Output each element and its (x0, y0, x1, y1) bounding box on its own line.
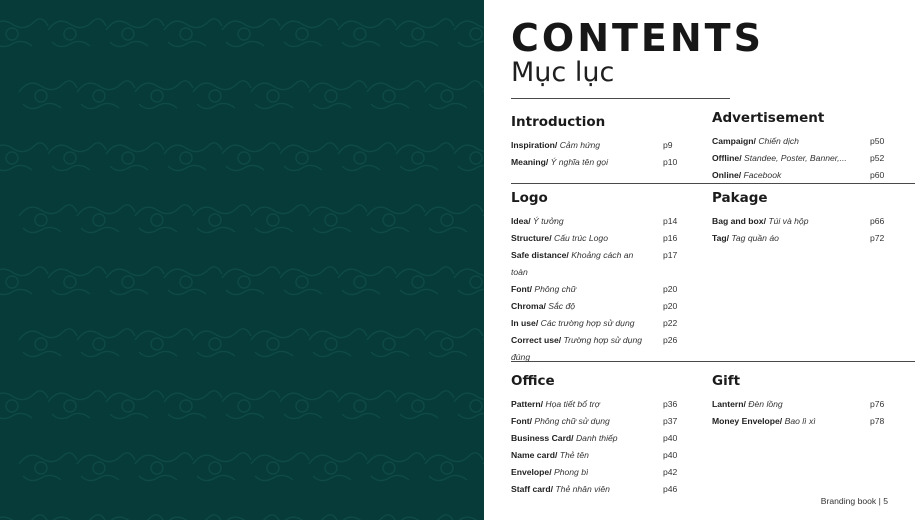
entry-title: Inspiration/ (511, 140, 558, 150)
pattern-motif (338, 391, 396, 419)
entry-title: Idea/ (511, 216, 531, 226)
entry-page-number: p60 (870, 170, 885, 180)
pattern-motif (338, 19, 396, 47)
entry-title: Online/ (712, 170, 742, 180)
pattern-motif (396, 515, 454, 520)
entry-title: Structure/ (511, 233, 552, 243)
entry-subtitle: Đèn lồng (748, 399, 783, 409)
pattern-motif (222, 391, 280, 419)
pattern-motif (135, 205, 193, 233)
entry-subtitle: Facebook (743, 170, 782, 180)
entry-title: Meaning/ (511, 157, 549, 167)
pattern-motif (367, 453, 425, 481)
pattern-motif (280, 267, 338, 295)
entry-page-number: p22 (663, 318, 678, 328)
entry-title: Tag/ (712, 233, 730, 243)
pattern-motif (338, 267, 396, 295)
pattern-motif (164, 19, 222, 47)
toc-entry[interactable] (511, 154, 681, 171)
entry-subtitle: Các trường hợp sử dụng (540, 318, 635, 328)
toc-entry[interactable] (511, 230, 681, 247)
section-advertisement (712, 109, 888, 184)
pattern-motif (425, 329, 483, 357)
entry-page-number: p42 (663, 467, 678, 477)
entry-title: Font/ (511, 284, 532, 294)
entry-page-number: p14 (663, 216, 678, 226)
pattern-motif (251, 205, 309, 233)
entry-page-number: p78 (870, 416, 885, 426)
pattern-motif (193, 205, 251, 233)
entry-subtitle: Trường hợp sử dụng đúng (511, 335, 642, 362)
pattern-motif (454, 19, 484, 47)
section-introduction (511, 113, 681, 171)
entry-subtitle: Cấu trúc Logo (553, 233, 608, 243)
pattern-motif (396, 391, 454, 419)
entry-page-number: p76 (870, 399, 885, 409)
section-pakage (712, 189, 888, 247)
section-heading: Office (511, 373, 555, 389)
pattern-motif (19, 205, 77, 233)
pattern-motif (454, 143, 484, 171)
entry-title: Money Envelope/ (712, 416, 783, 426)
toc-entry[interactable] (511, 413, 681, 430)
section-heading: Pakage (712, 190, 768, 206)
toc-entry[interactable] (712, 396, 888, 413)
entry-page-number: p10 (663, 157, 678, 167)
pattern-motif (222, 515, 280, 520)
entry-subtitle: Thẻ nhân viên (555, 484, 610, 494)
pattern-motif (48, 267, 106, 295)
entry-subtitle: Ý nghĩa tên gọi (550, 157, 608, 167)
entry-subtitle: Túi và hộp (768, 216, 809, 226)
toc-entry[interactable] (511, 430, 681, 447)
pattern-motif (396, 143, 454, 171)
pattern-motif (251, 81, 309, 109)
entry-title: Envelope/ (511, 467, 552, 477)
entry-subtitle: Danh thiếp (575, 433, 618, 443)
section-gift (712, 372, 888, 430)
entry-page-number: p20 (663, 284, 678, 294)
entry-page-number: p66 (870, 216, 885, 226)
pattern-motif (164, 515, 222, 520)
pattern-motif (193, 81, 251, 109)
entry-page-number: p17 (663, 250, 678, 260)
entry-subtitle: Phông chữ sử dụng (534, 416, 610, 426)
entry-page-number: p46 (663, 484, 678, 494)
pattern-motif (280, 515, 338, 520)
entry-page-number: p40 (663, 450, 678, 460)
pattern-motif (106, 391, 164, 419)
footer-page-label: Branding book | 5 (820, 496, 888, 506)
entry-subtitle: Khoảng cách an toàn (511, 250, 634, 277)
toc-entry[interactable] (712, 150, 888, 167)
entry-subtitle: Chiến dịch (758, 136, 799, 146)
pattern-motif (338, 143, 396, 171)
entry-title: Font/ (511, 416, 532, 426)
entry-title: Lantern/ (712, 399, 746, 409)
section-heading: Gift (712, 373, 741, 389)
entry-subtitle: Cảm hứng (559, 140, 601, 150)
pattern-motif (222, 19, 280, 47)
pattern-motif (222, 267, 280, 295)
toc-entry[interactable] (511, 213, 681, 230)
entry-page-number: p36 (663, 399, 678, 409)
pattern-motif (309, 453, 367, 481)
pattern-motif (251, 329, 309, 357)
pattern-motif (77, 453, 135, 481)
pattern-motif (222, 143, 280, 171)
entry-title: Offline/ (712, 153, 742, 163)
pattern-motif (48, 143, 106, 171)
pattern-motif (454, 515, 484, 520)
pattern-motif (280, 391, 338, 419)
entry-title: Name card/ (511, 450, 558, 460)
title-divider (511, 98, 730, 99)
pattern-motif (0, 143, 48, 171)
entry-subtitle: Phông chữ (534, 284, 577, 294)
pattern-motif (367, 205, 425, 233)
entry-title: Correct use/ (511, 335, 562, 345)
entry-subtitle: Standee, Poster, Banner,... (744, 153, 847, 163)
pattern-motif (106, 19, 164, 47)
pattern-motif (164, 143, 222, 171)
toc-entry[interactable] (511, 332, 681, 366)
pattern-motif (425, 81, 483, 109)
entry-page-number: p40 (663, 433, 678, 443)
pattern-motif (106, 143, 164, 171)
toc-entry[interactable] (712, 133, 888, 150)
entry-page-number: p37 (663, 416, 678, 426)
entry-subtitle: Ý tưởng (532, 216, 564, 226)
page-title: CONTENTS (511, 16, 764, 60)
pattern-motif (164, 391, 222, 419)
entry-subtitle: Sắc độ (548, 301, 576, 311)
pattern-motif (280, 19, 338, 47)
entry-title: In use/ (511, 318, 539, 328)
toc-entry[interactable] (511, 137, 681, 154)
pattern-motif (396, 267, 454, 295)
pattern-motif (309, 205, 367, 233)
page-subtitle: Mục lục (511, 57, 615, 88)
entry-subtitle: Thẻ tên (559, 450, 589, 460)
toc-entry[interactable] (511, 396, 681, 413)
pattern-motif (309, 81, 367, 109)
entry-subtitle: Phong bì (553, 467, 589, 477)
pattern-motif (425, 205, 483, 233)
pattern-motif (164, 267, 222, 295)
pattern-motif (48, 19, 106, 47)
entry-page-number: p20 (663, 301, 678, 311)
pattern-motif (135, 81, 193, 109)
toc-entry[interactable] (511, 247, 681, 281)
toc-entry[interactable] (511, 298, 681, 315)
pattern-motif (135, 453, 193, 481)
pattern-motif (367, 81, 425, 109)
pattern-motif (454, 267, 484, 295)
entry-page-number: p26 (663, 335, 678, 345)
pattern-motif (19, 329, 77, 357)
entry-page-number: p9 (663, 140, 673, 150)
pattern-motif (367, 329, 425, 357)
section-heading: Advertisement (712, 110, 825, 126)
pattern-motif (280, 143, 338, 171)
toc-entry[interactable] (712, 413, 888, 430)
entry-title: Safe distance/ (511, 250, 569, 260)
entry-subtitle: Họa tiết bổ trợ (545, 399, 600, 409)
toc-entry[interactable] (712, 213, 888, 230)
entry-title: Chroma/ (511, 301, 546, 311)
section-heading: Introduction (511, 114, 606, 130)
entry-page-number: p16 (663, 233, 678, 243)
toc-entry[interactable] (511, 464, 681, 481)
pattern-motif (0, 267, 48, 295)
pattern-motif (338, 515, 396, 520)
entry-page-number: p50 (870, 136, 885, 146)
contents-page (484, 0, 915, 520)
pattern-motif (77, 329, 135, 357)
entry-subtitle: Tag quần áo (731, 233, 779, 243)
pattern-motif (106, 515, 164, 520)
toc-entry[interactable] (511, 281, 681, 298)
pattern-motif (425, 453, 483, 481)
pattern-motif (193, 329, 251, 357)
section-logo (511, 189, 681, 366)
toc-entry[interactable] (511, 481, 681, 498)
pattern-motif (309, 329, 367, 357)
pattern-motif (0, 19, 48, 47)
entry-title: Business Card/ (511, 433, 574, 443)
entry-subtitle: Bao lì xì (784, 416, 816, 426)
entry-title: Staff card/ (511, 484, 554, 494)
entry-title: Bag and box/ (712, 216, 766, 226)
entry-title: Pattern/ (511, 399, 543, 409)
toc-entry[interactable] (511, 447, 681, 464)
toc-entry[interactable] (712, 167, 888, 184)
pattern-motif (77, 205, 135, 233)
toc-entry[interactable] (511, 315, 681, 332)
pattern-motif (454, 391, 484, 419)
pattern-motif (19, 81, 77, 109)
pattern-motif (106, 267, 164, 295)
pattern-motif (0, 515, 48, 520)
pattern-motif (193, 453, 251, 481)
pattern-motif (135, 329, 193, 357)
pattern-motif (19, 453, 77, 481)
section-heading: Logo (511, 190, 548, 206)
entry-page-number: p52 (870, 153, 885, 163)
entry-page-number: p72 (870, 233, 885, 243)
pattern-motif (251, 453, 309, 481)
pattern-motif (396, 19, 454, 47)
toc-entry[interactable] (712, 230, 888, 247)
section-office (511, 372, 681, 498)
pattern-motif (0, 391, 48, 419)
entry-title: Campaign/ (712, 136, 756, 146)
pattern-motif (48, 515, 106, 520)
pattern-motif (48, 391, 106, 419)
pattern-motif (77, 81, 135, 109)
